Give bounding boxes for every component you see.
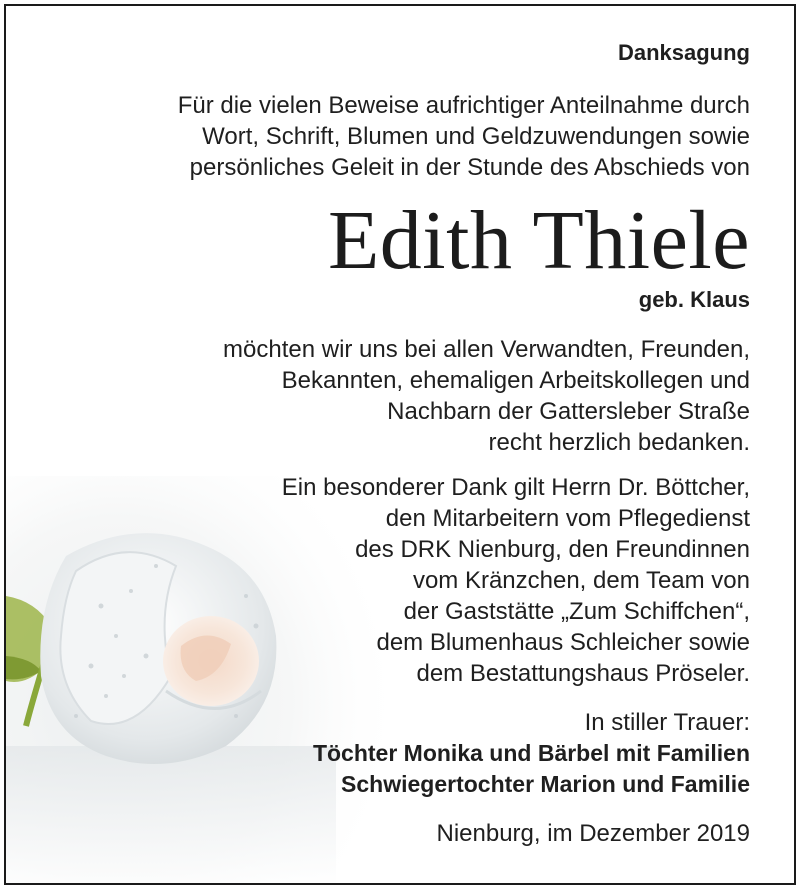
obituary-text bbox=[6, 6, 794, 849]
place-date: Nienburg, im Dezember 2019 bbox=[436, 820, 750, 847]
mourner-family: Töchter Monika und Bärbel mit Familien bbox=[312, 740, 750, 766]
special-thanks-line: den Mitarbeitern vom Pflegedienst bbox=[385, 505, 750, 532]
special-thanks-line: dem Bestattungshaus Pröseler. bbox=[416, 660, 750, 687]
thanks-line: recht herzlich bedanken. bbox=[488, 429, 750, 456]
special-thanks-line: Ein besonderer Dank gilt Herrn Dr. Böttcher, bbox=[281, 474, 750, 501]
special-thanks-line: der Gaststätte „Zum Schiffchen“, bbox=[403, 598, 750, 625]
special-thanks-line: dem Blumenhaus Schleicher sowie bbox=[376, 629, 750, 656]
intro-paragraph bbox=[46, 90, 750, 183]
thanks-line: möchten wir uns bei allen Verwandten, Freunden, bbox=[223, 336, 750, 363]
intro-line: Für die vielen Beweise aufrichtiger Anteilnahme durch bbox=[177, 92, 750, 119]
mourning-label: In stiller Trauer: bbox=[584, 709, 750, 736]
thanks-line: Nachbarn der Gattersleber Straße bbox=[387, 398, 750, 425]
thanks-line: Bekannten, ehemaligen Arbeitskollegen und bbox=[281, 367, 750, 394]
thanks-paragraph bbox=[46, 334, 750, 458]
special-thanks-line: vom Kränzchen, dem Team von bbox=[412, 567, 750, 594]
mourner-family: Schwiegertochter Marion und Familie bbox=[341, 771, 750, 797]
special-thanks-line: des DRK Nienburg, den Freundinnen bbox=[355, 536, 750, 563]
maiden-name: geb. Klaus bbox=[638, 287, 750, 312]
heading: Danksagung bbox=[617, 40, 750, 65]
intro-line: persönliches Geleit in der Stunde des Abschieds von bbox=[189, 154, 750, 181]
obituary-card bbox=[4, 4, 796, 885]
deceased-name: Edith Thiele bbox=[327, 194, 750, 287]
special-thanks-paragraph bbox=[46, 472, 750, 689]
intro-line: Wort, Schrift, Blumen und Geldzuwendungen sowie bbox=[202, 123, 750, 150]
